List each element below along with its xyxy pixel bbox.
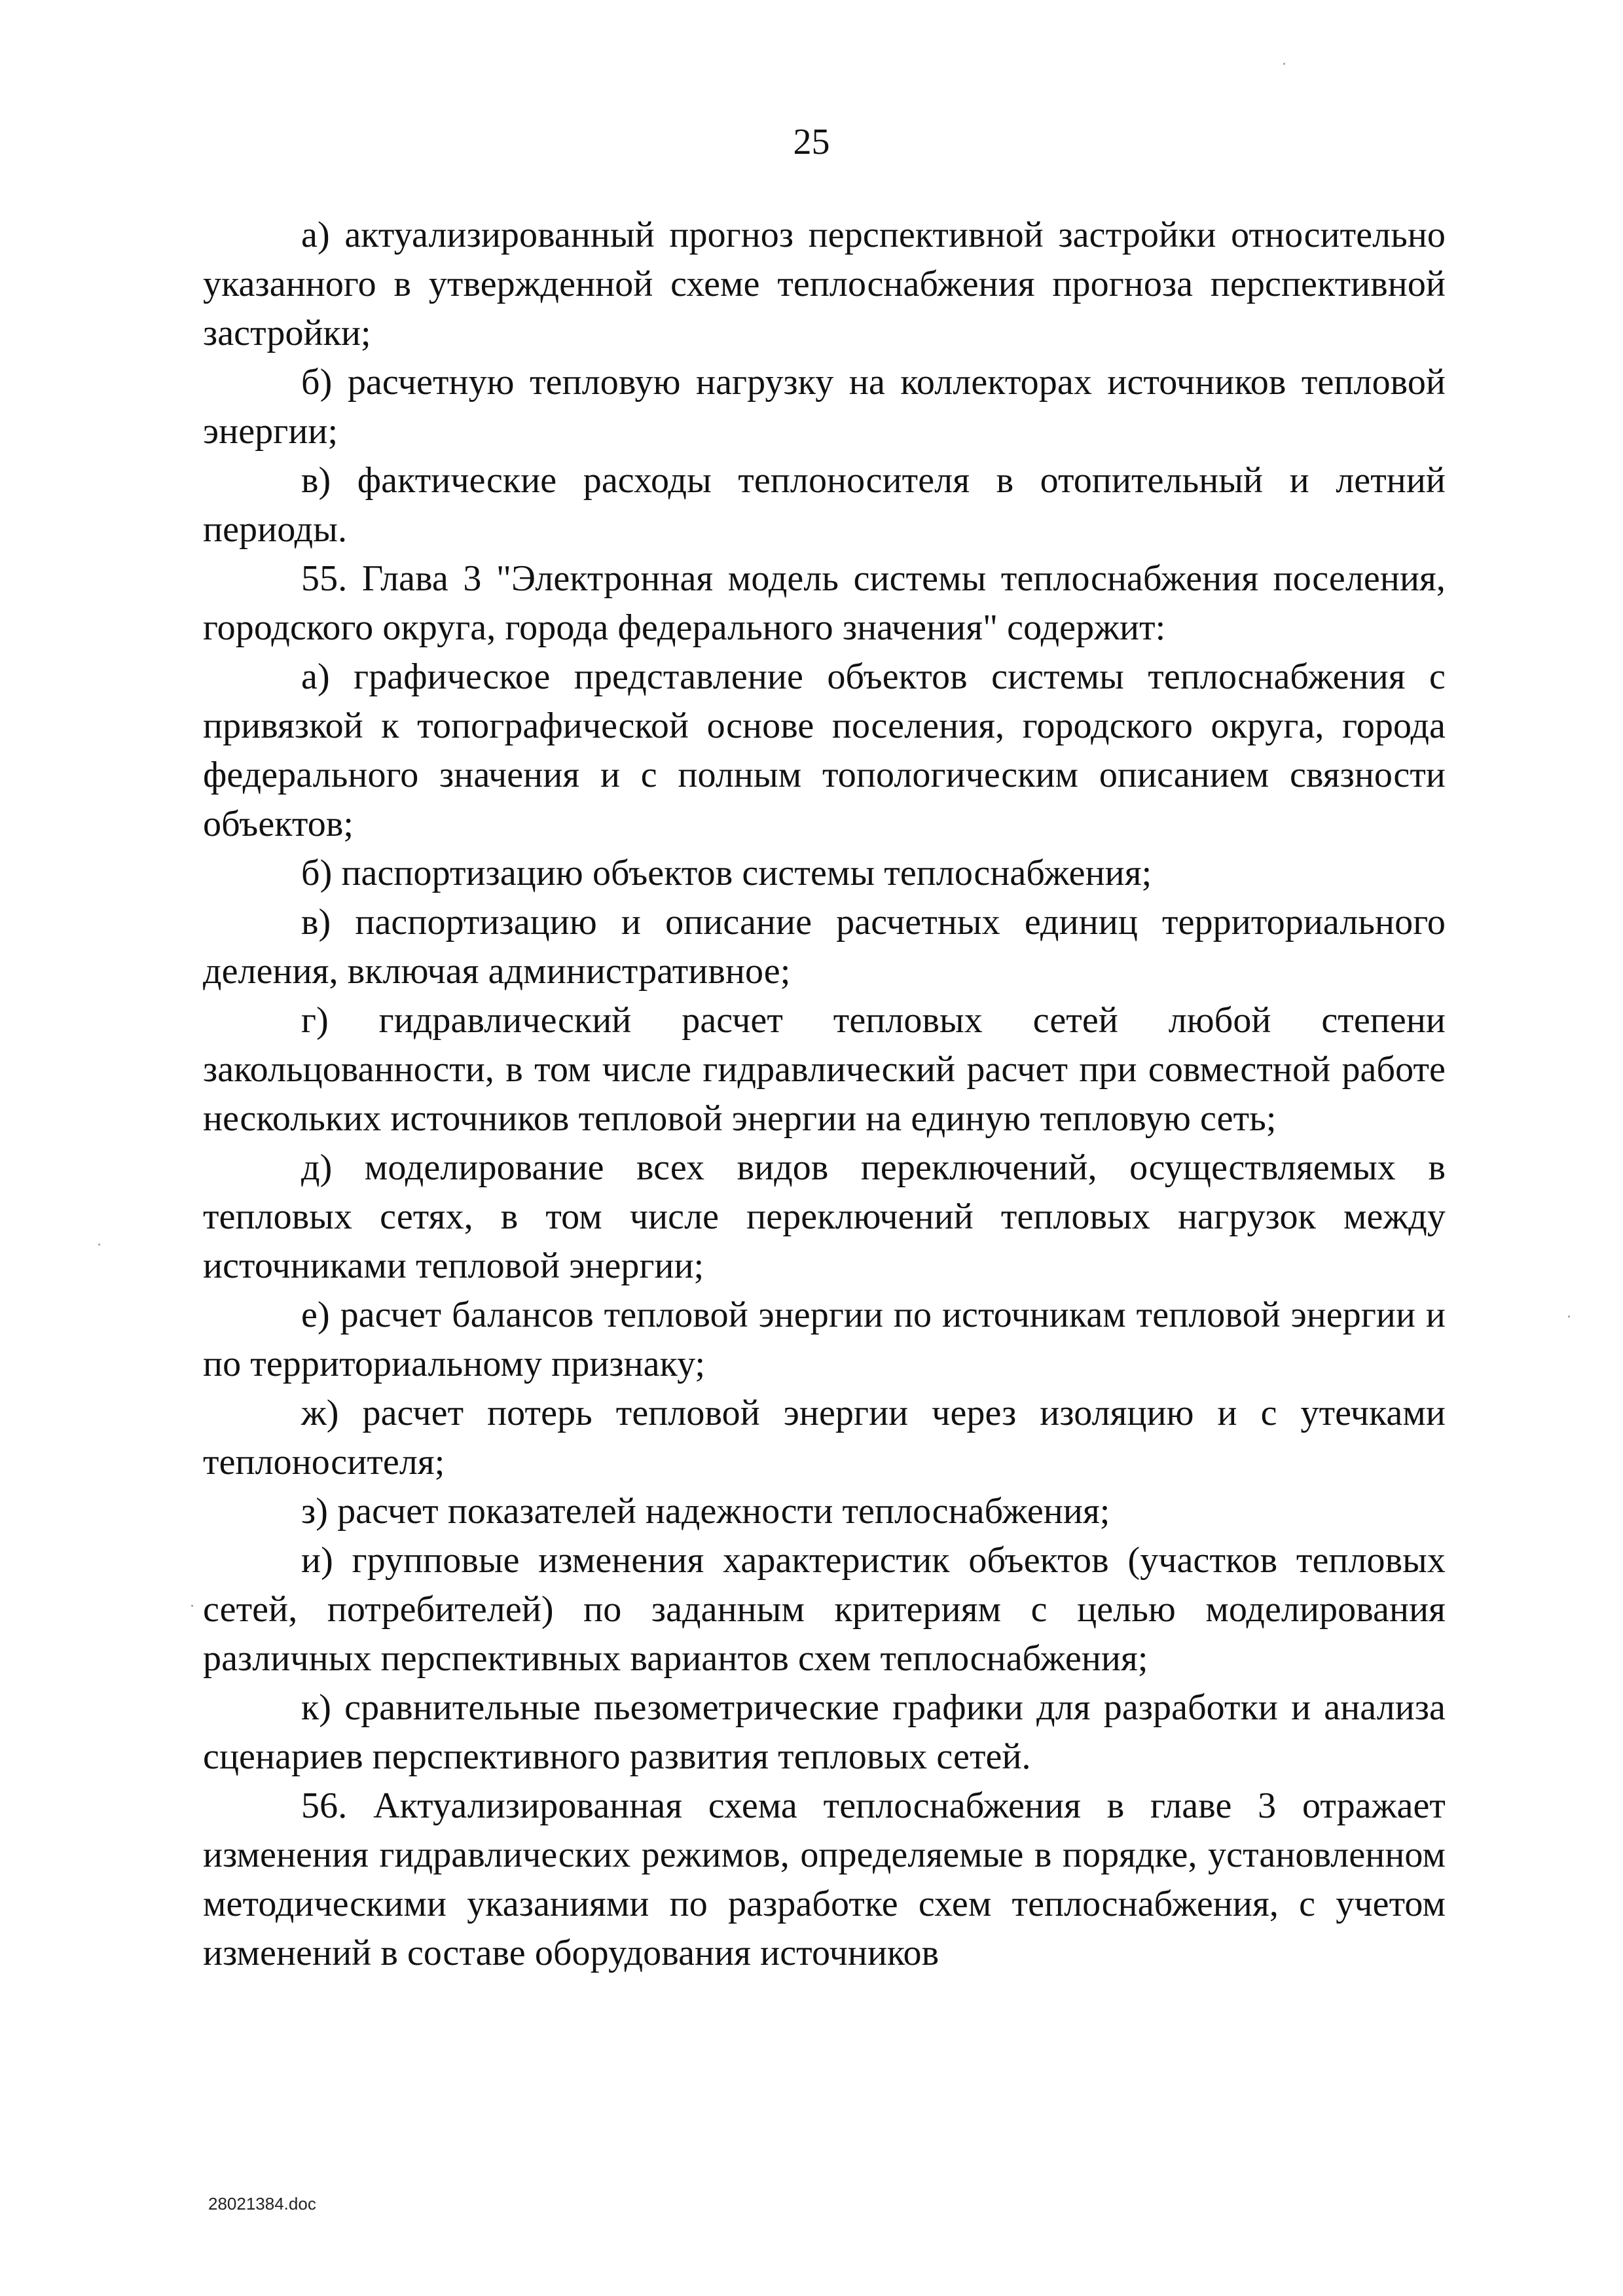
scan-speck — [191, 1605, 193, 1607]
paragraph-item-d-switching-modeling: д) моделирование всех видов переключений, осуществляемых в тепловых сетях, в том числе переключений тепловых нагрузок между источниками тепловой энергии; — [203, 1147, 1446, 1286]
document-id-footer: 28021384.doc — [208, 2194, 316, 2214]
paragraph-item-b-heat-load: б) расчетную тепловую нагрузку на коллекторах источников тепловой энергии; — [203, 362, 1446, 452]
paragraph-item-e-heat-balance: е) расчет балансов тепловой энергии по источникам тепловой энергии и по территориальному признаку; — [203, 1295, 1446, 1384]
paragraph-item-v-coolant-flow: в) фактические расходы теплоносителя в отопительный и летний периоды. — [203, 460, 1446, 550]
paragraph-item-i-group-changes: и) групповые изменения характеристик объектов (участков тепловых сетей, потребителей) по заданным критериям с целью моделирования различных перспективных вариантов схем теплоснабжения; — [203, 1540, 1446, 1679]
scan-speck — [1568, 1316, 1570, 1318]
paragraph-item-a-graphic-representation: а) графическое представление объектов системы теплоснабжения с привязкой к топографической основе поселения, городского округа, города федерального значения и с полным топологическим описанием связности объектов; — [203, 656, 1446, 844]
paragraph-item-v-territorial-units: в) паспортизацию и описание расчетных единиц территориального деления, включая административное; — [203, 902, 1446, 992]
paragraph-item-k-piezometric-graphs: к) сравнительные пьезометрические графики для разработки и анализа сценариев перспективного развития тепловых сетей. — [203, 1687, 1446, 1777]
scan-speck — [1283, 63, 1285, 65]
paragraph-clause-56: 56. Актуализированная схема теплоснабжения в главе 3 отражает изменения гидравлических режимов, определяемые в порядке, установленном методическими указаниями по разработке схем теплоснабжения, с учетом изменений в составе оборудования источников — [203, 1785, 1446, 1973]
paragraph-item-b-passportization: б) паспортизацию объектов системы теплоснабжения; — [301, 853, 1152, 893]
document-body — [203, 211, 1446, 1978]
paragraph-item-zh-heat-losses: ж) расчет потерь тепловой энергии через изоляцию и с утечками теплоносителя; — [203, 1393, 1446, 1482]
paragraph-item-z-reliability: з) расчет показателей надежности теплоснабжения; — [301, 1491, 1110, 1532]
paragraph-item-a-forecast: а) актуализированный прогноз перспективной застройки относительно указанного в утвержденной схеме теплоснабжения прогноза перспективной застройки; — [203, 215, 1446, 353]
paragraph-clause-55: 55. Глава 3 "Электронная модель системы теплоснабжения поселения, городского округа, города федерального значения" содержит: — [203, 558, 1446, 648]
paragraph-item-g-hydraulic-calculation: г) гидравлический расчет тепловых сетей любой степени закольцованности, в том числе гидравлический расчет при совместной работе нескольких источников тепловой энергии на единую тепловую сеть; — [203, 1000, 1446, 1139]
scan-speck — [98, 1244, 100, 1246]
page-number: 25 — [793, 122, 830, 162]
